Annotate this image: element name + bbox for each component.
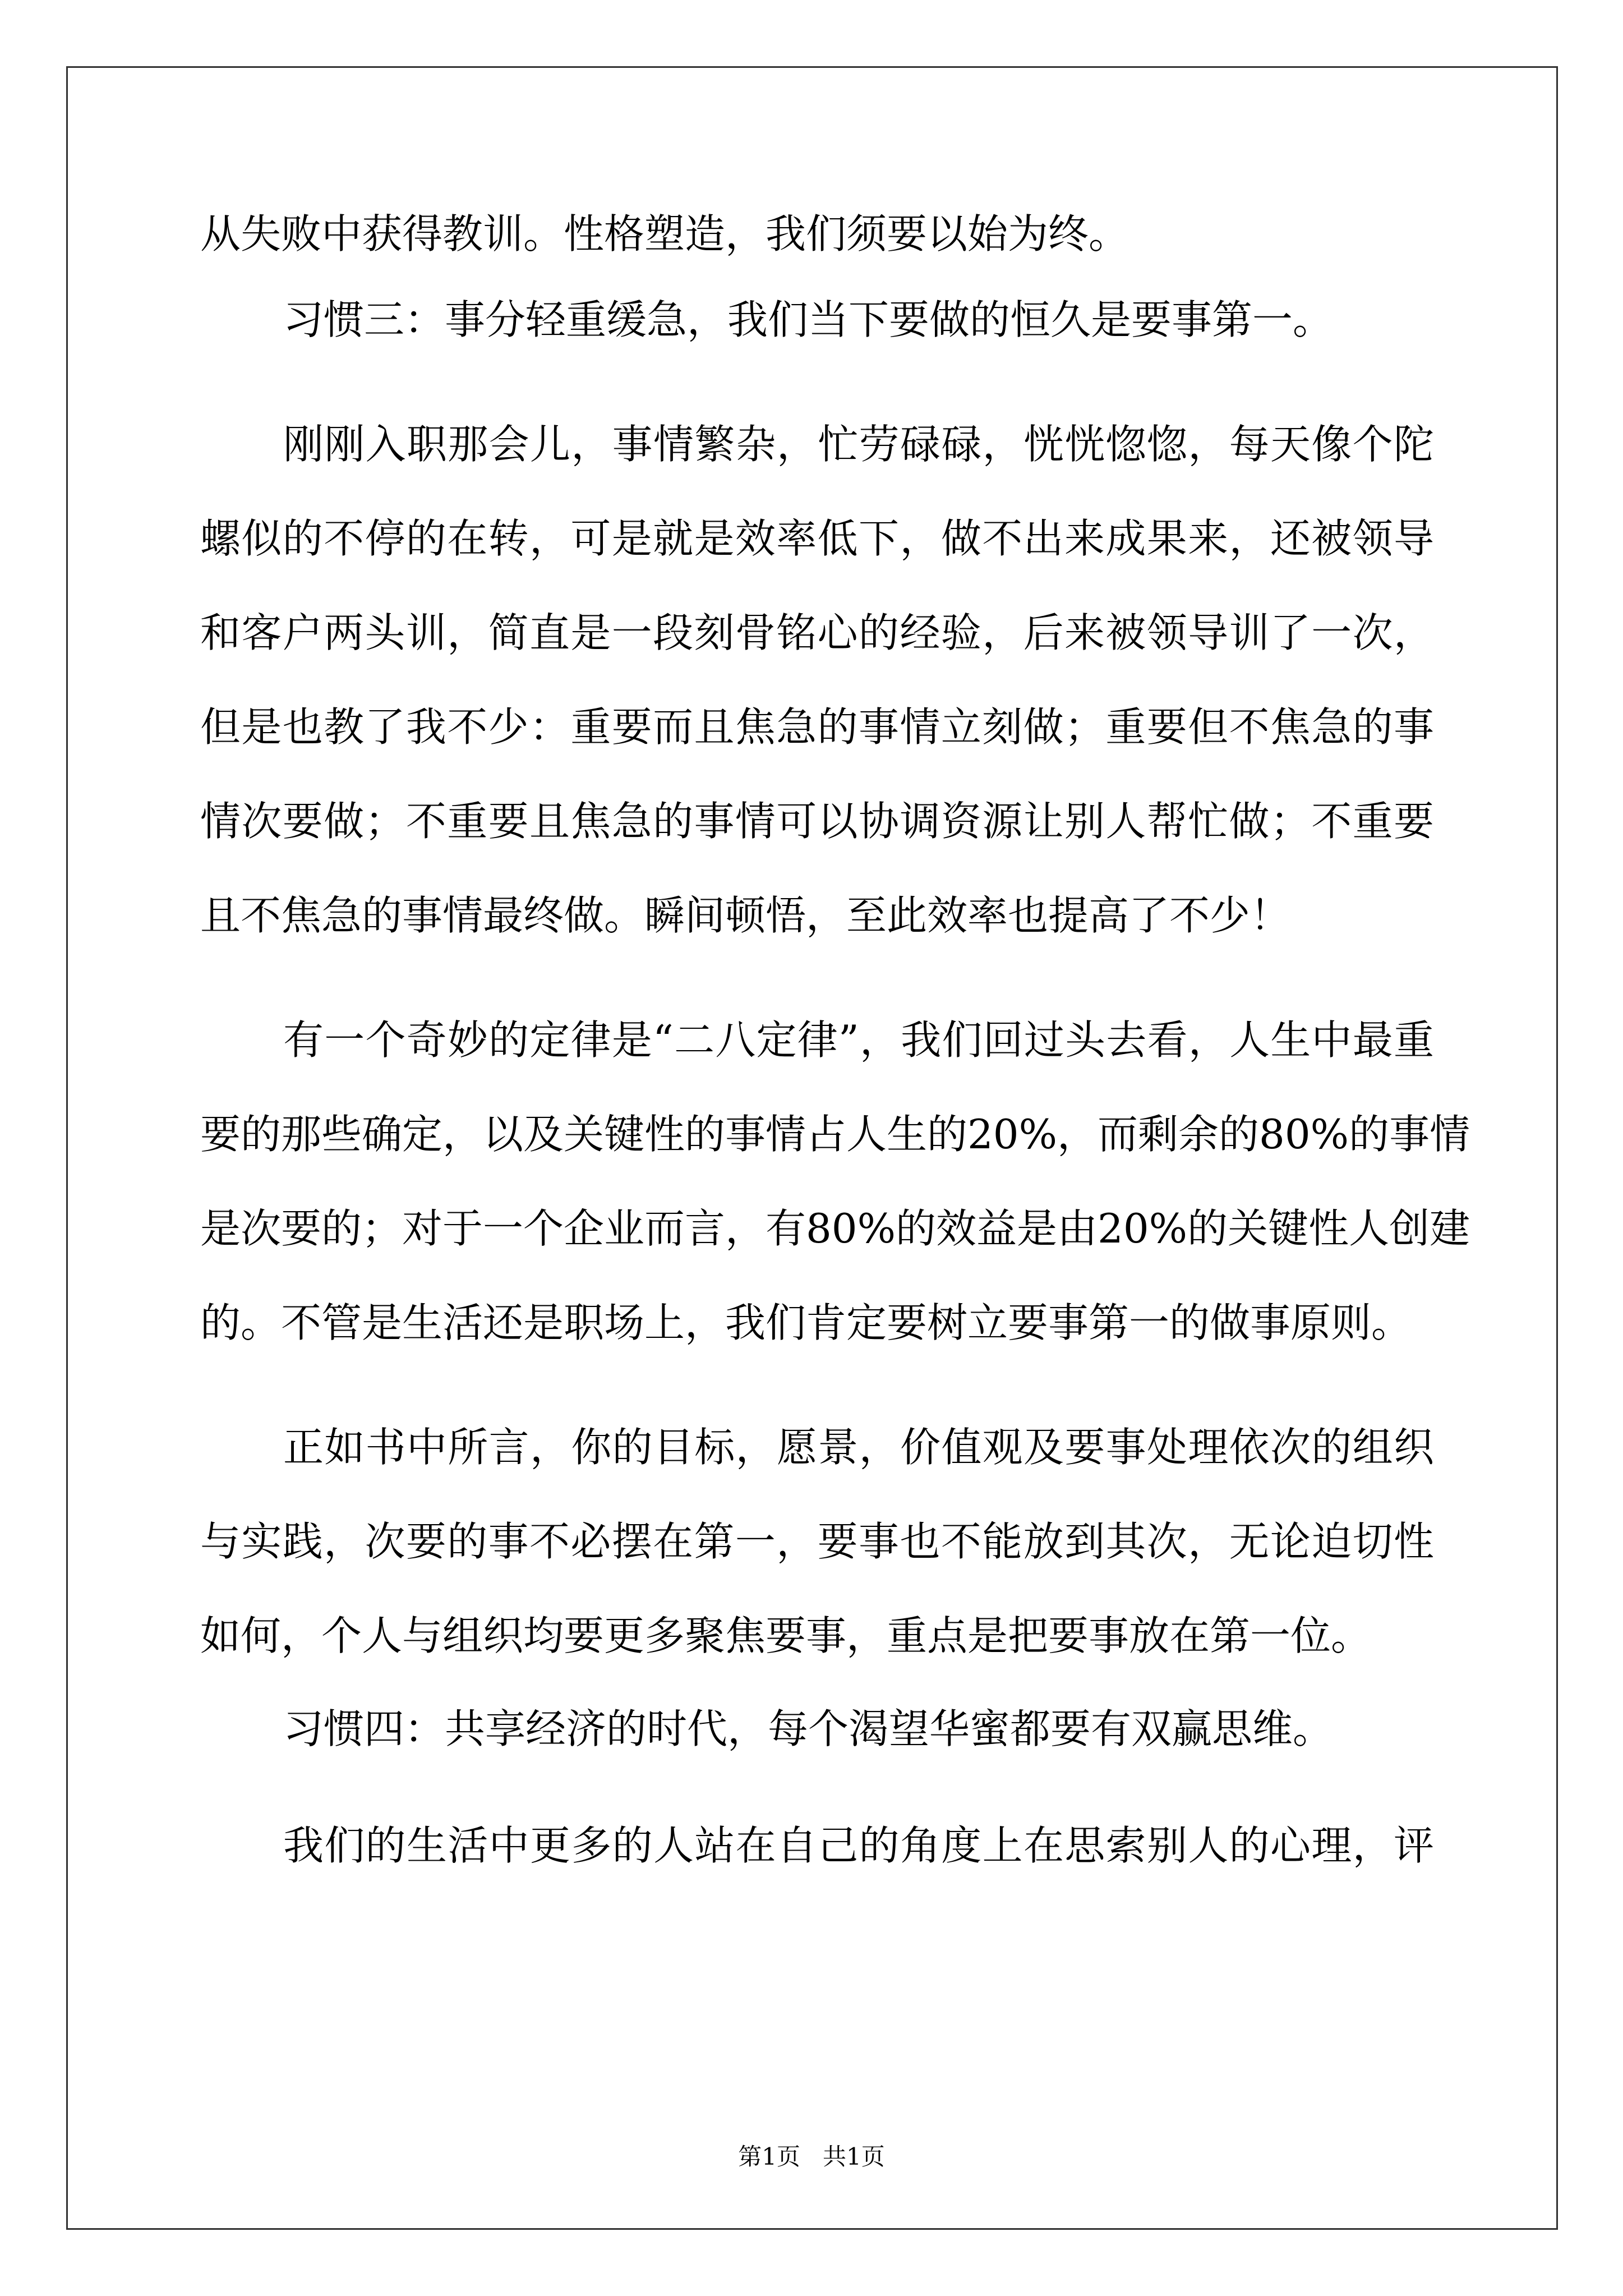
- text-line: 我们的生活中更多的人站在自己的角度上在思索别人的心理，评: [283, 1822, 1434, 1869]
- text-line: 如何，个人与组织均要更多聚焦要事，重点是把要事放在第一位。: [200, 1612, 1372, 1659]
- text-line: 是次要的；对于一个企业而言，有80%的效益是由20%的关键性人创建: [200, 1205, 1470, 1252]
- page-number-footer: 第1页 共1页: [738, 2143, 885, 2170]
- text-line: 要的那些确定，以及关键性的事情占人生的20%，而剩余的80%的事情: [200, 1111, 1470, 1158]
- text-line: 正如书中所言，你的目标，愿景，价值观及要事处理依次的组织: [283, 1424, 1434, 1471]
- text-line: 且不焦急的事情最终做。瞬间顿悟，至此效率也提高了不少！: [200, 892, 1291, 939]
- text-line: 习惯三：事分轻重缓急，我们当下要做的恒久是要事第一。: [283, 296, 1334, 343]
- text-line: 和客户两头训，简直是一段刻骨铭心的经验，后来被领导训了一次，: [200, 609, 1434, 656]
- text-line: 从失败中获得教训。性格塑造，我们须要以始为终。: [200, 210, 1129, 257]
- text-line: 螺似的不停的在转，可是就是效率低下，做不出来成果来，还被领导: [200, 515, 1434, 562]
- text-line: 与实践，次要的事不必摆在第一，要事也不能放到其次，无论迫切性: [200, 1518, 1434, 1565]
- text-line: 情次要做；不重要且焦急的事情可以协调资源让别人帮忙做；不重要: [200, 798, 1434, 845]
- text-line: 有一个奇妙的定律是“二八定律”，我们回过头去看，人生中最重: [283, 1016, 1434, 1064]
- text-line: 的。不管是生活还是职场上，我们肯定要树立要事第一的做事原则。: [200, 1299, 1412, 1346]
- text-line: 但是也教了我不少：重要而且焦急的事情立刻做；重要但不焦急的事: [200, 703, 1434, 751]
- text-line: 刚刚入职那会儿，事情繁杂，忙劳碌碌，恍恍惚惚，每天像个陀: [283, 421, 1434, 468]
- text-line: 习惯四：共享经济的时代，每个渴望华蜜都要有双赢思维。: [283, 1705, 1334, 1752]
